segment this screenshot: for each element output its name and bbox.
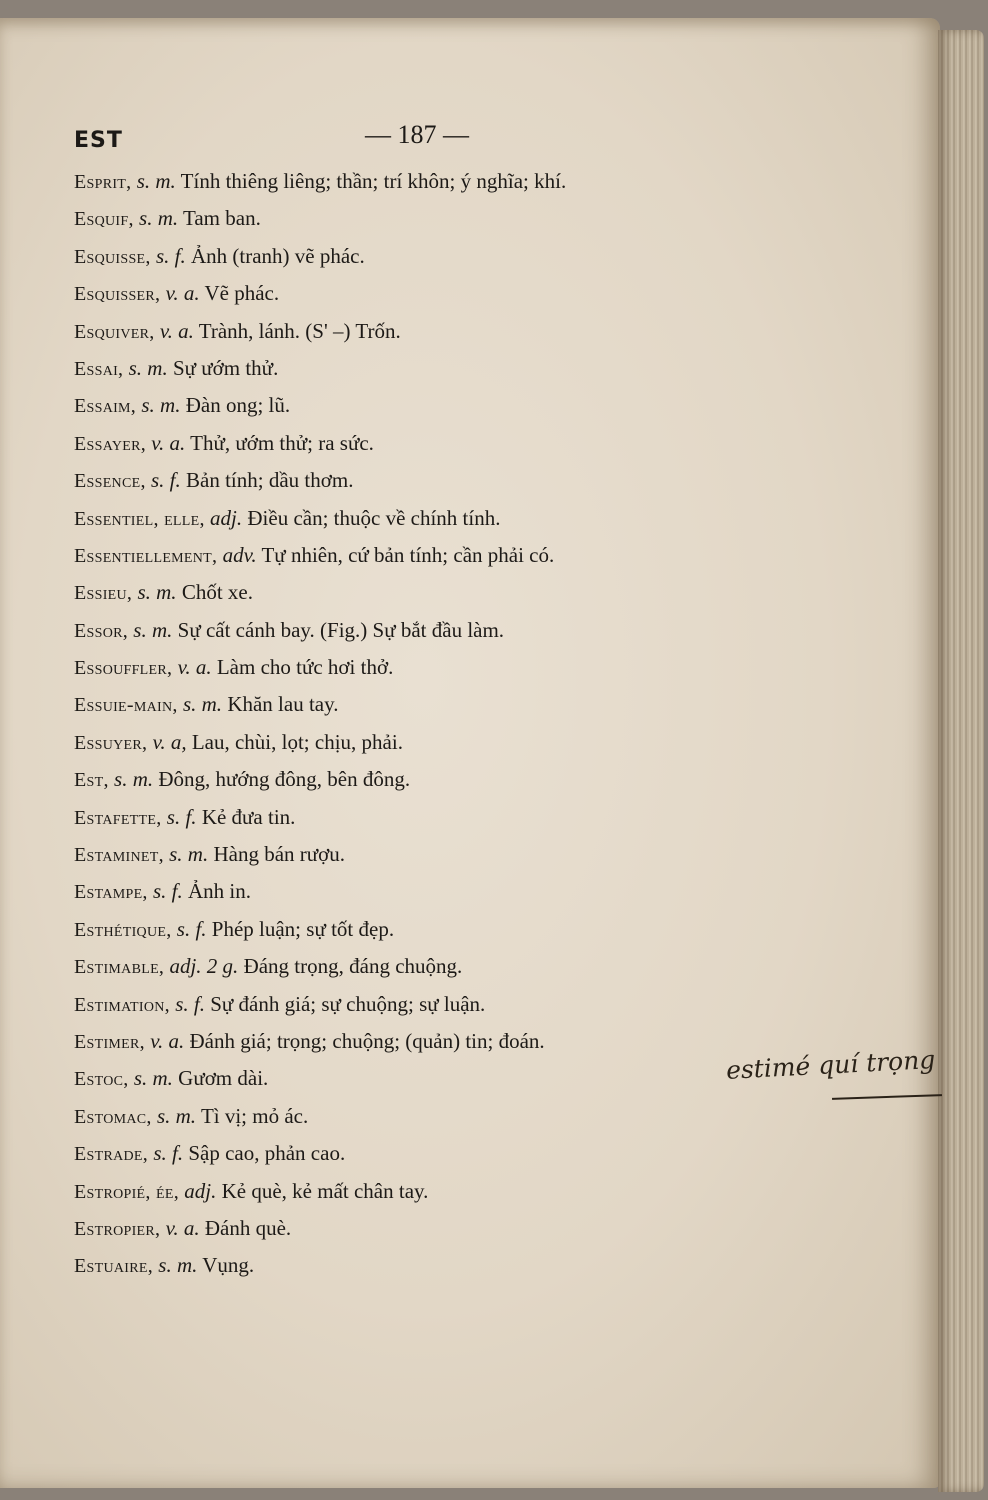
entry-definition: Sự cất cánh bay. (Fig.) Sự bắt đầu làm. <box>177 617 505 642</box>
entry-headword: Essieu, <box>74 582 133 605</box>
entry-headword: Estrade, <box>74 1143 149 1166</box>
dictionary-entry <box>74 911 794 948</box>
entry-definition: Sập cao, phản cao. <box>188 1141 346 1166</box>
dictionary-entry <box>74 873 794 910</box>
entry-definition: Phép luận; sự tốt đẹp. <box>211 916 395 941</box>
entry-definition: Tính thiêng liêng; thần; trí khôn; ý nghĩa; khí. <box>180 169 567 193</box>
entry-headword: Estropier, <box>74 1217 161 1240</box>
entry-grammar: s. m. <box>182 692 223 717</box>
entry-definition: Làm cho tức hơi thở. <box>216 655 394 680</box>
dictionary-entry <box>74 1173 794 1210</box>
entry-grammar: s. m. <box>169 842 209 867</box>
entry-definition: Sự ướm thử. <box>172 355 279 380</box>
dictionary-entry <box>74 1135 794 1172</box>
dictionary-entry <box>74 724 794 761</box>
entry-grammar: v. a. <box>150 1028 185 1053</box>
entry-grammar: v. a, <box>152 729 187 754</box>
entry-grammar: s. m. <box>141 393 181 418</box>
dictionary-entry <box>74 1247 794 1284</box>
dictionary-entry <box>74 462 794 499</box>
entry-headword: Estampe, <box>74 881 148 904</box>
entry-definition: Trành, lánh. (S' –) Trốn. <box>198 318 401 343</box>
entry-headword: Estuaire, <box>74 1255 154 1278</box>
dictionary-entry <box>74 537 794 574</box>
entry-grammar: v. a. <box>151 430 186 455</box>
dictionary-entry <box>74 1098 794 1135</box>
entry-headword: Essouffler, <box>74 657 173 680</box>
entry-headword: Estafette, <box>74 806 162 829</box>
entry-grammar: adv. <box>222 542 257 567</box>
entry-headword: Esquisser, <box>74 283 161 306</box>
entry-grammar: v. a. <box>177 655 212 680</box>
entry-grammar: s. m. <box>139 206 179 231</box>
entry-headword: Estimation, <box>74 993 170 1016</box>
dictionary-entry <box>74 387 794 424</box>
entry-definition: Hàng bán rượu. <box>213 842 346 867</box>
page-number: — 187 — <box>365 120 469 149</box>
entry-headword: Essuyer, <box>74 731 148 754</box>
entry-grammar: v. a. <box>165 1215 200 1240</box>
entry-grammar: adj. <box>210 505 243 530</box>
entry-headword: Estimable, <box>74 956 165 979</box>
dictionary-entry <box>74 238 794 275</box>
entry-headword: Estimer, <box>74 1030 145 1053</box>
entry-headword: Essence, <box>74 470 146 493</box>
entry-grammar: s. f. <box>176 916 207 941</box>
entry-definition: Ảnh (tranh) vẽ phác. <box>190 243 365 268</box>
entry-definition: Kẻ què, kẻ mất chân tay. <box>221 1178 429 1203</box>
entry-headword: Estomac, <box>74 1105 152 1128</box>
entry-grammar: s. f. <box>175 991 205 1016</box>
entry-grammar: s. m. <box>158 1253 198 1278</box>
entry-headword: Essor, <box>74 619 129 642</box>
dictionary-entry <box>74 313 794 350</box>
entry-headword: Estoc, <box>74 1068 129 1091</box>
entry-definition: Vụng. <box>202 1253 255 1278</box>
entry-grammar: v. a. <box>159 318 194 343</box>
dictionary-entry <box>74 986 794 1023</box>
entry-grammar: adj. 2 g. <box>169 954 239 979</box>
entry-grammar: s. f. <box>151 468 181 493</box>
page-edges <box>938 30 984 1492</box>
entry-grammar: adj. <box>184 1178 217 1203</box>
dictionary-entry <box>74 350 794 387</box>
entry-grammar: v. a. <box>165 281 200 306</box>
entry-grammar: s. m. <box>128 355 168 380</box>
dictionary-entry <box>74 1023 794 1060</box>
entry-headword: Essentiellement, <box>74 544 218 567</box>
entry-headword: Estaminet, <box>74 844 164 867</box>
entry-definition: Kẻ đưa tin. <box>201 804 296 829</box>
entry-headword: Esquif, <box>74 208 134 231</box>
dictionary-entry <box>74 799 794 836</box>
entry-grammar: s. m. <box>133 617 173 642</box>
entry-definition: Tì vị; mỏ ác. <box>200 1103 309 1128</box>
entry-headword: Essaim, <box>74 395 137 418</box>
dictionary-entry <box>74 1060 794 1097</box>
dictionary-entry <box>74 500 794 537</box>
dictionary-entries <box>74 163 794 1285</box>
entry-headword: Essayer, <box>74 432 147 455</box>
dictionary-entry <box>74 948 794 985</box>
entry-headword: Esprit, <box>74 171 132 193</box>
entry-definition: Đàn ong; lũ. <box>185 393 291 418</box>
entry-headword: Est, <box>74 769 109 792</box>
entry-definition: Thử, ướm thử; ra sức. <box>190 430 374 455</box>
entry-headword: Essentiel, elle, <box>74 507 205 530</box>
dictionary-entry <box>74 761 794 798</box>
dictionary-entry <box>74 612 794 649</box>
entry-headword: Estropié, ée, <box>74 1180 180 1203</box>
entry-definition: Chốt xe. <box>181 580 253 605</box>
entry-definition: Tự nhiên, cứ bản tính; cần phải có. <box>261 542 555 567</box>
dictionary-entry <box>74 425 794 462</box>
entry-definition: Điều cần; thuộc về chính tính. <box>247 505 501 530</box>
entry-headword: Essai, <box>74 357 124 380</box>
entry-grammar: s. f. <box>166 804 197 829</box>
entry-grammar: s. f. <box>152 879 183 904</box>
dictionary-entry <box>74 649 794 686</box>
entry-definition: Gươm dài. <box>178 1066 269 1091</box>
entry-definition: Khăn lau tay. <box>227 692 339 717</box>
entry-definition: Tam ban. <box>183 206 261 231</box>
entry-headword: Essuie-main, <box>74 694 178 717</box>
entry-definition: Bản tính; dầu thơm. <box>186 468 354 493</box>
entry-definition: Lau, chùi, lọt; chịu, phải. <box>191 729 403 754</box>
entry-definition: Đánh giá; trọng; chuộng; (quản) tin; đoán. <box>189 1028 545 1053</box>
entry-definition: Ảnh in. <box>188 879 251 904</box>
entry-grammar: s. m. <box>156 1103 197 1128</box>
dictionary-entry <box>74 574 794 611</box>
entry-grammar: s. m. <box>136 169 176 193</box>
entry-definition: Đông, hướng đông, bên đông. <box>158 767 411 792</box>
entry-grammar: s. m. <box>133 1066 173 1091</box>
dictionary-entry <box>74 686 794 723</box>
entry-headword: Esquiver, <box>74 320 155 343</box>
entry-headword: Esthétique, <box>74 918 172 941</box>
entry-grammar: s. f. <box>153 1141 184 1166</box>
running-head-keyword: EST <box>74 128 123 153</box>
entry-headword: Esquisse, <box>74 245 151 268</box>
dictionary-entry <box>74 200 794 237</box>
entry-grammar: s. m. <box>137 580 177 605</box>
entry-definition: Đánh què. <box>204 1215 292 1240</box>
dictionary-entry <box>74 836 794 873</box>
dictionary-entry <box>74 275 794 312</box>
entry-grammar: s. f. <box>155 243 186 268</box>
entry-definition: Đáng trọng, đáng chuộng. <box>243 954 463 979</box>
dictionary-entry <box>74 163 794 200</box>
entry-definition: Sự đánh giá; sự chuộng; sự luận. <box>210 991 486 1016</box>
handwritten-annotation: estimé quí trọng <box>725 1044 936 1085</box>
entry-grammar: s. m. <box>114 767 154 792</box>
entry-definition: Vẽ phác. <box>204 281 280 306</box>
dictionary-entry <box>74 1210 794 1247</box>
